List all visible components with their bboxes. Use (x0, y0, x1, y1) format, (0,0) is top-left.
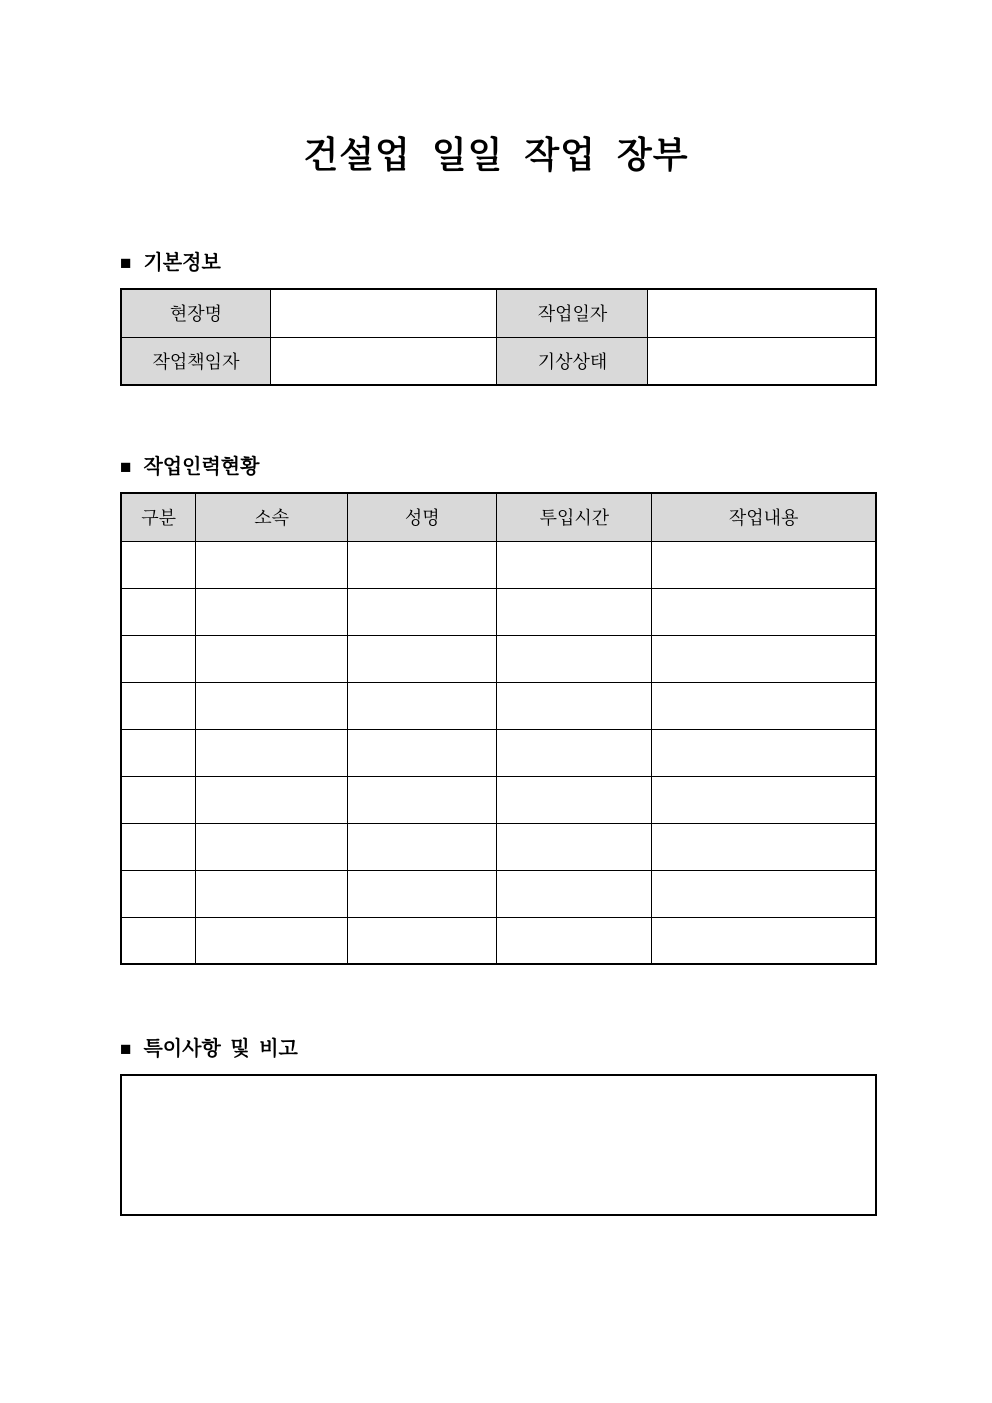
personnel-empty-cell[interactable] (497, 729, 652, 776)
personnel-row (121, 776, 876, 823)
personnel-empty-cell[interactable] (121, 776, 196, 823)
personnel-empty-cell[interactable] (497, 682, 652, 729)
work-date-input-cell[interactable] (648, 289, 876, 337)
personnel-empty-cell[interactable] (196, 682, 348, 729)
column-header-category: 구분 (121, 493, 196, 541)
personnel-empty-cell[interactable] (652, 635, 876, 682)
personnel-empty-cell[interactable] (121, 917, 196, 964)
personnel-empty-cell[interactable] (497, 870, 652, 917)
personnel-empty-cell[interactable] (196, 635, 348, 682)
personnel-empty-cell[interactable] (196, 588, 348, 635)
personnel-row (121, 588, 876, 635)
personnel-row (121, 729, 876, 776)
personnel-empty-cell[interactable] (121, 870, 196, 917)
column-header-work-hours: 투입시간 (497, 493, 652, 541)
personnel-empty-cell[interactable] (121, 823, 196, 870)
personnel-row (121, 870, 876, 917)
personnel-empty-cell[interactable] (347, 588, 496, 635)
personnel-empty-cell[interactable] (497, 776, 652, 823)
weather-input-cell[interactable] (648, 337, 876, 385)
personnel-empty-cell[interactable] (652, 823, 876, 870)
column-header-affiliation: 소속 (196, 493, 348, 541)
remarks-heading (120, 1036, 877, 1062)
personnel-empty-cell[interactable] (347, 776, 496, 823)
personnel-empty-rows (121, 541, 876, 964)
personnel-empty-cell[interactable] (347, 729, 496, 776)
personnel-empty-cell[interactable] (347, 917, 496, 964)
personnel-empty-cell[interactable] (652, 729, 876, 776)
personnel-empty-cell[interactable] (652, 870, 876, 917)
personnel-empty-cell[interactable] (196, 776, 348, 823)
personnel-empty-cell[interactable] (497, 588, 652, 635)
personnel-empty-cell[interactable] (196, 541, 348, 588)
column-header-work-description: 작업내용 (652, 493, 876, 541)
basic-info-row (121, 289, 876, 337)
personnel-empty-cell[interactable] (121, 682, 196, 729)
personnel-empty-cell[interactable] (497, 541, 652, 588)
site-name-input-cell[interactable] (270, 289, 497, 337)
personnel-empty-cell[interactable] (497, 917, 652, 964)
work-supervisor-input-cell[interactable] (270, 337, 497, 385)
personnel-row (121, 917, 876, 964)
remarks-input-box[interactable] (120, 1074, 877, 1216)
personnel-empty-cell[interactable] (652, 682, 876, 729)
personnel-empty-cell[interactable] (121, 635, 196, 682)
personnel-empty-cell[interactable] (347, 823, 496, 870)
personnel-empty-cell[interactable] (196, 917, 348, 964)
personnel-empty-cell[interactable] (652, 541, 876, 588)
personnel-table (120, 492, 877, 965)
personnel-heading (120, 454, 877, 480)
personnel-empty-cell[interactable] (121, 729, 196, 776)
square-bullet-icon: ■ (120, 457, 132, 478)
basic-info-row (121, 337, 876, 385)
personnel-empty-cell[interactable] (196, 729, 348, 776)
personnel-row (121, 541, 876, 588)
personnel-empty-cell[interactable] (652, 588, 876, 635)
basic-info-table (120, 288, 877, 386)
personnel-row (121, 823, 876, 870)
weather-label: 기상상태 (497, 337, 648, 385)
personnel-empty-cell[interactable] (347, 870, 496, 917)
personnel-row (121, 682, 876, 729)
square-bullet-icon: ■ (120, 1039, 132, 1060)
personnel-empty-cell[interactable] (347, 682, 496, 729)
personnel-empty-cell[interactable] (196, 870, 348, 917)
site-name-label: 현장명 (121, 289, 270, 337)
page-title: 건설업 일일 작업 장부 (303, 134, 689, 175)
personnel-header-row (121, 493, 876, 541)
personnel-empty-cell[interactable] (497, 823, 652, 870)
personnel-empty-cell[interactable] (121, 588, 196, 635)
personnel-empty-cell[interactable] (196, 823, 348, 870)
personnel-empty-cell[interactable] (652, 776, 876, 823)
remarks-heading-text: 특이사항 및 비고 (143, 1038, 298, 1060)
personnel-empty-cell[interactable] (347, 541, 496, 588)
document-content (0, 250, 877, 1216)
personnel-empty-cell[interactable] (347, 635, 496, 682)
personnel-heading-text: 작업인력현황 (143, 456, 260, 478)
work-date-label: 작업일자 (497, 289, 648, 337)
column-header-name: 성명 (347, 493, 496, 541)
personnel-empty-cell[interactable] (497, 635, 652, 682)
basic-info-heading-text: 기본정보 (143, 252, 221, 274)
work-supervisor-label: 작업책임자 (121, 337, 270, 385)
personnel-empty-cell[interactable] (121, 541, 196, 588)
personnel-empty-cell[interactable] (652, 917, 876, 964)
personnel-row (121, 635, 876, 682)
basic-info-heading (120, 250, 877, 276)
square-bullet-icon: ■ (120, 253, 132, 274)
